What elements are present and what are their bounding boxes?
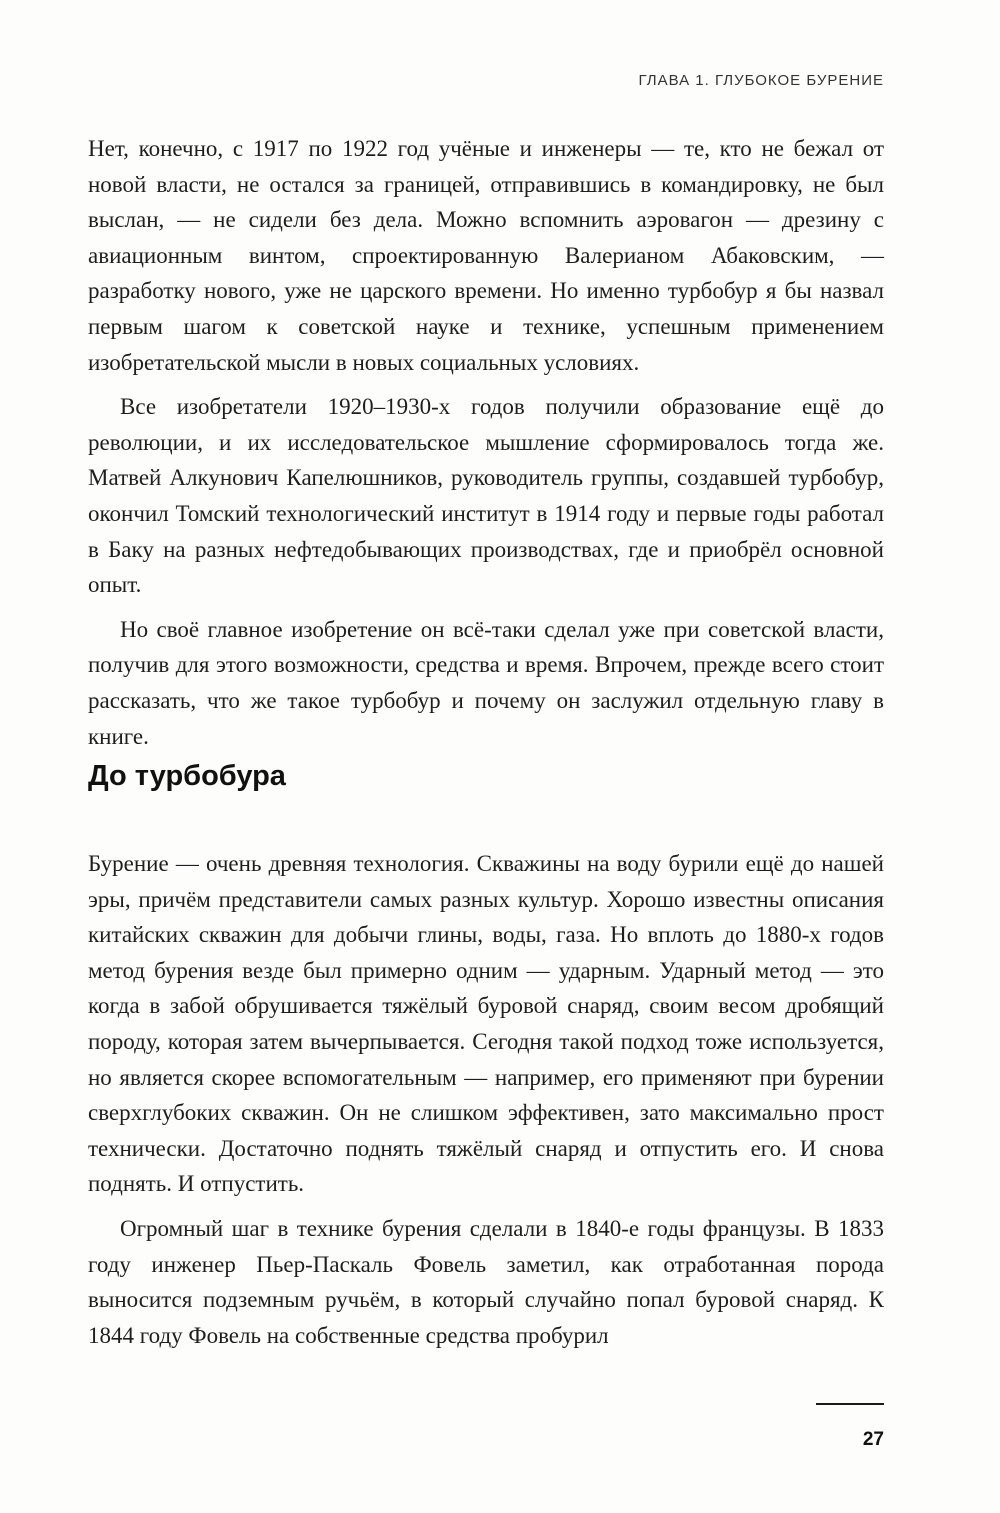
paragraph: Огромный шаг в технике бурения сделали в 1840-е годы французы. В 1833 году инженер Пьер-Паскаль Фовель заметил, как отработанная порода выносится подземным ручьём, в который случайно попал буровой снаряд. К 1844 году Фовель на собственные средства пробурил — [88, 1215, 884, 1348]
paragraph: Нет, конечно, с 1917 по 1922 год учёные и инженеры — те, кто не бежал от новой власти, не остался за границей, отправившись в командировку, не был выслан, — не сидели без дела. Можно вспомнить аэровагон — дрезину с авиационным винтом, спроектированную Валерианом Абаковским, — разработку нового, уже не царского времени. Но именно турбобур я бы назвал первым шагом к советской науке и технике, успешным применением изобретательской мысли в новых социальных условиях. — [88, 136, 884, 375]
paragraph: Бурение — очень древняя технология. Скважины на воду бурили ещё до нашей эры, причём представители самых разных культур. Хорошо известны описания китайских скважин для добычи глины, воды, газа. Но вплоть до 1880-х годов метод бурения везде был примерно одним — ударным. Ударный метод — это когда в забой обрушивается тяжёлый буровой снаряд, своим весом дробящий породу, которая затем вычерпывается. Сегодня такой подход тоже используется, но является скорее вспомогательным — например, его применяют при бурении сверхглубоких скважин. Он не слишком эффективен, зато максимально прост технически. Достаточно поднять тяжёлый снаряд и отпустить его. И снова поднять. И отпустить. — [88, 851, 884, 1197]
paragraph: Но своё главное изобретение он всё-таки сделал уже при советской власти, получив для этого возможности, средства и время. Впрочем, прежде всего стоит рассказать, что же такое турбобур и почему он заслужил отдельную главу в книге. — [88, 616, 884, 749]
section-heading: До турбобура — [88, 760, 286, 792]
section-text — [88, 846, 884, 1362]
paragraph: Все изобретатели 1920–1930-х годов получили образование ещё до революции, и их исследовательское мышление сформировалось тогда же. Матвей Алкунович Капелюшников, руководитель группы, создавшей турбобур, окончил Томский технологический институт в 1914 году и первые годы работал в Баку на разных нефтедобывающих производствах, где и приобрёл основной опыт. — [88, 394, 884, 598]
intro-text — [88, 131, 884, 763]
running-head: ГЛАВА 1. ГЛУБОКОЕ БУРЕНИЕ — [638, 72, 884, 89]
page-number: 27 — [862, 1429, 884, 1450]
page-number-rule — [816, 1403, 884, 1405]
